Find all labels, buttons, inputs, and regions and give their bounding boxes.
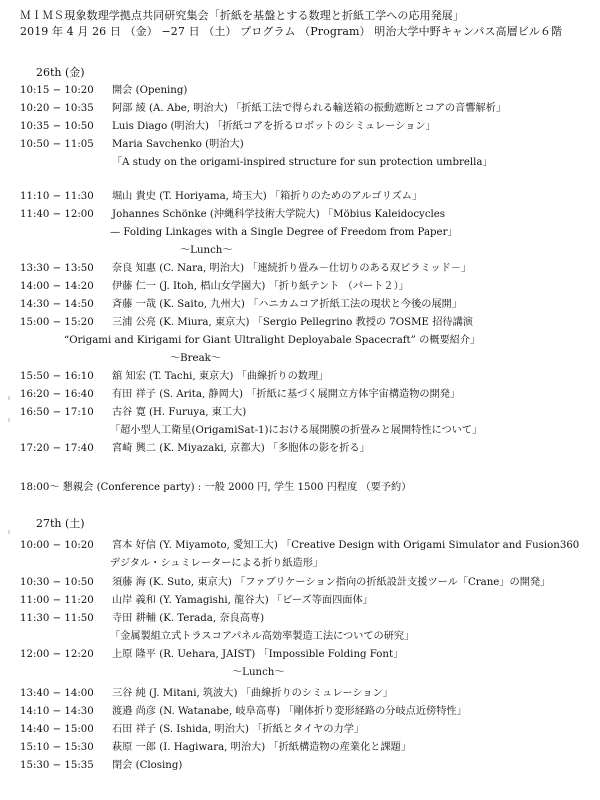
row-content: 奈良 知惠 (C. Nara, 明治大) 「連続折り畳み－仕切りのある双ピラミッド－」	[112, 263, 472, 274]
lunch-break-label: 〜Lunch〜	[180, 245, 233, 256]
day-label-26: 26th (金)	[36, 66, 85, 79]
program-title: ＭＩＭＳ現象数理学拠点共同研究集会「折紙を基盤とする数理と折紙工学への応用発展」	[20, 9, 464, 22]
schedule-row	[20, 758, 595, 774]
row-time: 11:40 − 12:00	[20, 209, 94, 220]
schedule-row	[20, 137, 595, 153]
day-label-27: 27th (土)	[36, 517, 85, 530]
row-content: Johannes Schönke (沖縄科学技術大学院大) 「Möbius Kaleidocycles	[112, 209, 446, 220]
conference-party: 18:00〜 懇親会 (Conference party) : 一般 2000 円, 学生 1500 円程度 （要予約）	[20, 482, 412, 493]
schedule-row	[20, 315, 595, 331]
coffee-break-label: 〜Break〜	[170, 353, 222, 364]
schedule-row	[20, 119, 595, 135]
row-content: 石田 祥子 (S. Ishida, 明治大) 「折紙とタイヤの力学」	[112, 724, 365, 735]
row-content: 三浦 公亮 (K. Miura, 東京大) 「Sergio Pellegrino 教授の 7OSME 招待講演	[112, 317, 473, 328]
row-time: 15:50 − 16:10	[20, 371, 94, 382]
row-time: 15:10 − 15:30	[20, 742, 94, 753]
row-continuation: 「金属製組立式トラスコアパネル高効率製造工法についての研究」	[110, 631, 415, 642]
row-time: 14:30 − 14:50	[20, 299, 94, 310]
program-subtitle: 2019 年 4 月 26 日 （金） −27 日 （土） プログラム （Program） 明治大学中野キャンパス高層ビル６階	[20, 25, 563, 38]
row-content: 古谷 寛 (H. Furuya, 東工大)	[112, 407, 247, 418]
row-content: 渡邉 尚彦 (N. Watanabe, 岐阜高専) 「剛体折り変形経路の分岐点近傍特性」	[112, 706, 467, 717]
row-continuation: 「超小型人工衛星(OrigamiSat-1)における展開膜の折畳みと展開特性について」	[110, 425, 483, 436]
row-continuation: デジタル・シュミレーターによる折り紙造形」	[110, 558, 324, 569]
row-time: 10:30 − 10:50	[20, 577, 94, 588]
row-content: 有田 祥子 (S. Arita, 静岡大) 「折紙に基づく展開立方体宇宙構造物の開発」	[112, 389, 461, 400]
schedule-row	[20, 297, 595, 313]
row-content: 寺田 耕輔 (K. Terada, 奈良高専)	[112, 613, 265, 624]
row-time: 10:50 − 11:05	[20, 139, 94, 150]
scan-artifact-mark	[8, 418, 10, 422]
schedule-row	[20, 369, 595, 385]
row-content: 宮本 好信 (Y. Miyamoto, 愛知工大) 「Creative Design with Origami Simulator and Fusion360	[112, 540, 580, 551]
schedule-row	[20, 207, 595, 223]
row-content: 宮崎 興二 (K. Miyazaki, 京都大) 「多胞体の影を折る」	[112, 443, 370, 454]
row-time: 13:30 − 13:50	[20, 263, 94, 274]
schedule-row	[20, 101, 595, 117]
row-time: 14:10 − 14:30	[20, 706, 94, 717]
row-continuation: — Folding Linkages with a Single Degree of Freedom from Paper」	[110, 227, 458, 238]
row-content: 舘 知宏 (T. Tachi, 東京大) 「曲線折りの数理」	[112, 371, 329, 382]
schedule-row	[20, 405, 595, 421]
row-time: 11:10 − 11:30	[20, 191, 94, 202]
schedule-row	[20, 686, 595, 702]
row-content: 萩原 一郎 (I. Hagiwara, 明治大) 「折紙構造物の産業化と課題」	[112, 742, 412, 753]
schedule-row	[20, 441, 595, 457]
row-time: 10:35 − 10:50	[20, 121, 94, 132]
row-time: 17:20 − 17:40	[20, 443, 94, 454]
row-time: 11:30 − 11:50	[20, 613, 94, 624]
schedule-row	[20, 538, 595, 554]
row-content: 須藤 海 (K. Suto, 東京大) 「ファブリケーション指向の折紙設計支援ツール「Crane」の開発」	[112, 577, 551, 588]
schedule-row	[20, 740, 595, 756]
schedule-row	[20, 575, 595, 591]
schedule-row	[20, 611, 595, 627]
row-time: 16:50 − 17:10	[20, 407, 94, 418]
row-time: 10:20 − 10:35	[20, 103, 94, 114]
row-content: 阿部 綾 (A. Abe, 明治大) 「折紙工法で得られる輸送箱の振動遮断とコアの音響解析」	[112, 103, 507, 114]
scan-artifact-mark	[8, 396, 10, 400]
row-content: 上原 隆平 (R. Uehara, JAIST) 「Impossible Folding Font」	[112, 649, 404, 660]
row-content: 伊藤 仁一 (J. Itoh, 椙山女学園大) 「折り紙テント （パート２）」	[112, 281, 409, 292]
schedule-row	[20, 593, 595, 609]
schedule-row	[20, 704, 595, 720]
row-time: 10:15 − 10:20	[20, 85, 94, 96]
row-time: 15:00 − 15:20	[20, 317, 94, 328]
row-content: 開会 (Opening)	[112, 85, 188, 96]
row-time: 12:00 − 12:20	[20, 649, 94, 660]
schedule-row	[20, 261, 595, 277]
row-time: 16:20 − 16:40	[20, 389, 94, 400]
schedule-row	[20, 83, 595, 99]
row-continuation: 「A study on the origami-inspired structure for sun protection umbrella」	[112, 157, 493, 168]
row-content: 山岸 義和 (Y. Yamagishi, 龍谷大) 「ビーズ等面四面体」	[112, 595, 373, 606]
row-time: 14:40 − 15:00	[20, 724, 94, 735]
schedule-row	[20, 647, 595, 663]
row-content: Maria Savchenko (明治大)	[112, 139, 244, 150]
scan-artifact-mark	[8, 530, 10, 534]
row-content: 斉藤 一哉 (K. Saito, 九州大) 「ハニカムコア折紙工法の現状と今後の展開」	[112, 299, 463, 310]
schedule-row	[20, 279, 595, 295]
row-content: 堀山 貴史 (T. Horiyama, 埼玉大) 「箱折りのためのアルゴリズム」	[112, 191, 423, 202]
row-continuation: “Origami and Kirigami for Giant Ultralight Deployabale Spacecraft” の概要紹介」	[64, 335, 481, 346]
lunch-break-label: 〜Lunch〜	[232, 667, 285, 678]
schedule-row	[20, 189, 595, 205]
row-content: 閉会 (Closing)	[112, 760, 183, 771]
row-time: 11:00 − 11:20	[20, 595, 94, 606]
schedule-row	[20, 387, 595, 403]
row-time: 10:00 − 10:20	[20, 540, 94, 551]
row-time: 13:40 − 14:00	[20, 688, 94, 699]
row-time: 14:00 − 14:20	[20, 281, 94, 292]
row-time: 15:30 − 15:35	[20, 760, 94, 771]
row-content: 三谷 純 (J. Mitani, 筑波大) 「曲線折りのシミュレーション」	[112, 688, 393, 699]
schedule-row	[20, 722, 595, 738]
row-content: Luis Diago (明治大) 「折紙コアを折るロボットのシミュレーション」	[112, 121, 436, 132]
